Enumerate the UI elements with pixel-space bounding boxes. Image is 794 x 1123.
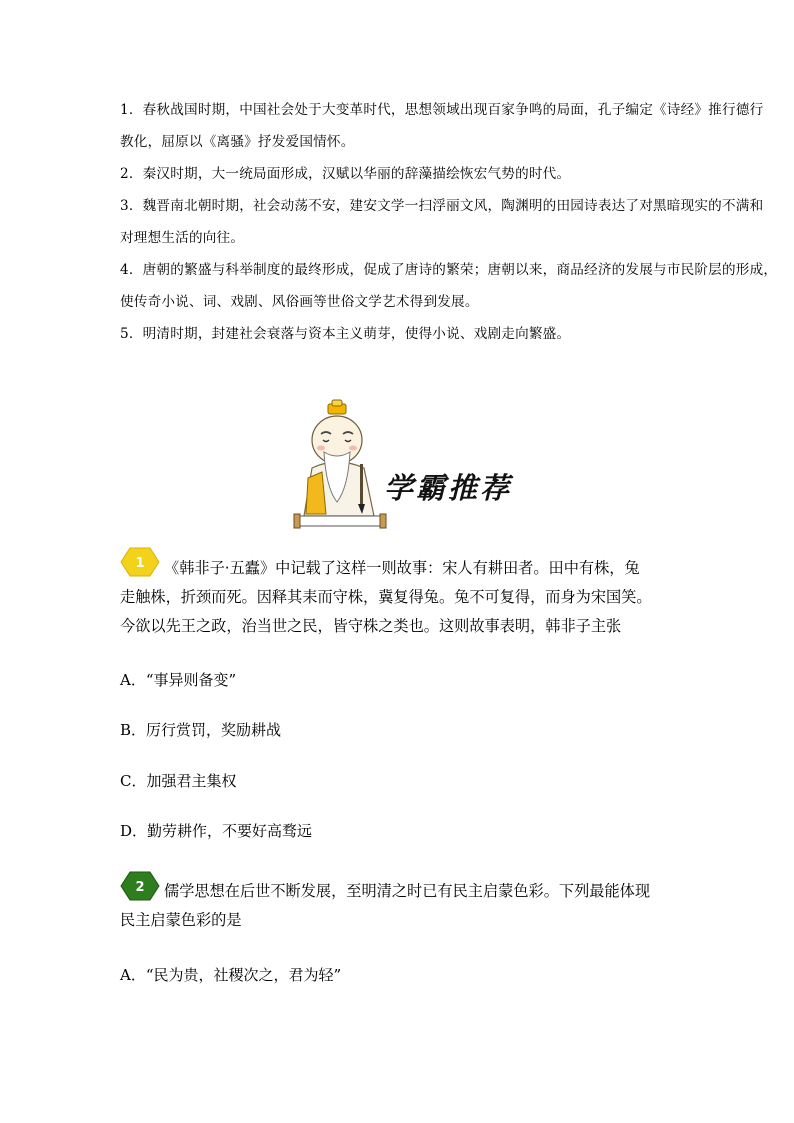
summary-line: 4．唐朝的繁盛与科举制度的最终形成，促成了唐诗的繁荣；唐朝以来，商品经济的发展与市民阶层的形成， <box>120 262 778 278</box>
question-stem <box>120 870 720 935</box>
summary-line: 对理想生活的向往。 <box>120 230 245 246</box>
summary-line: 2．秦汉时期，大一统局面形成，汉赋以华丽的辞藻描绘恢宏气势的时代。 <box>120 166 571 182</box>
question-1 <box>120 546 720 641</box>
summary-line: 教化，屈原以《离骚》抒发爱国情怀。 <box>120 134 355 150</box>
q2-option-a: A．“民为贵，社稷次之，君为轻” <box>120 966 342 984</box>
question-stem <box>120 546 720 641</box>
stem-line: 民主启蒙色彩的是 <box>120 911 242 929</box>
recommend-banner <box>292 398 522 538</box>
stem-line: 走触株，折颈而死。因释其耒而守株，冀复得兔。兔不可复得，而身为宋国笑。 <box>120 588 652 606</box>
stem-line: 儒学思想在后世不断发展，至明清之时已有民主启蒙色彩。下列最能体现 <box>164 882 650 900</box>
summary-line: 1．春秋战国时期，中国社会处于大变革时代，思想领域出现百家争鸣的局面，孔子编定《诗经》推行德行 <box>120 102 764 118</box>
summary-line: 3．魏晋南北朝时期，社会动荡不安，建安文学一扫浮丽文风，陶渊明的田园诗表达了对黑暗现实的不满和 <box>120 198 764 214</box>
q1-option-c: C．加强君主集权 <box>120 772 237 790</box>
scholar-figure-icon <box>292 398 388 538</box>
question-2 <box>120 870 720 935</box>
stem-line: 今欲以先王之政，治当世之民，皆守株之类也。这则故事表明，韩非子主张 <box>120 617 622 635</box>
q1-option-b: B．厉行赏罚，奖励耕战 <box>120 721 282 739</box>
summary-section <box>120 94 780 350</box>
question-number: 2 <box>135 880 145 895</box>
summary-line: 5．明清时期，封建社会衰落与资本主义萌芽，使得小说、戏剧走向繁盛。 <box>120 326 571 342</box>
banner-title: 学霸推荐 <box>384 471 513 505</box>
q1-option-a: A．“事异则备变” <box>120 671 237 689</box>
question-number-badge-icon <box>120 870 160 902</box>
question-number: 1 <box>135 556 145 571</box>
q1-option-d: D．勤劳耕作，不要好高骛远 <box>120 822 313 840</box>
question-number-badge-icon <box>120 546 160 578</box>
summary-line: 使传奇小说、词、戏剧、风俗画等世俗文学艺术得到发展。 <box>120 294 479 310</box>
stem-line: 《韩非子·五蠹》中记载了这样一则故事：宋人有耕田者。田中有株，兔 <box>164 559 640 577</box>
